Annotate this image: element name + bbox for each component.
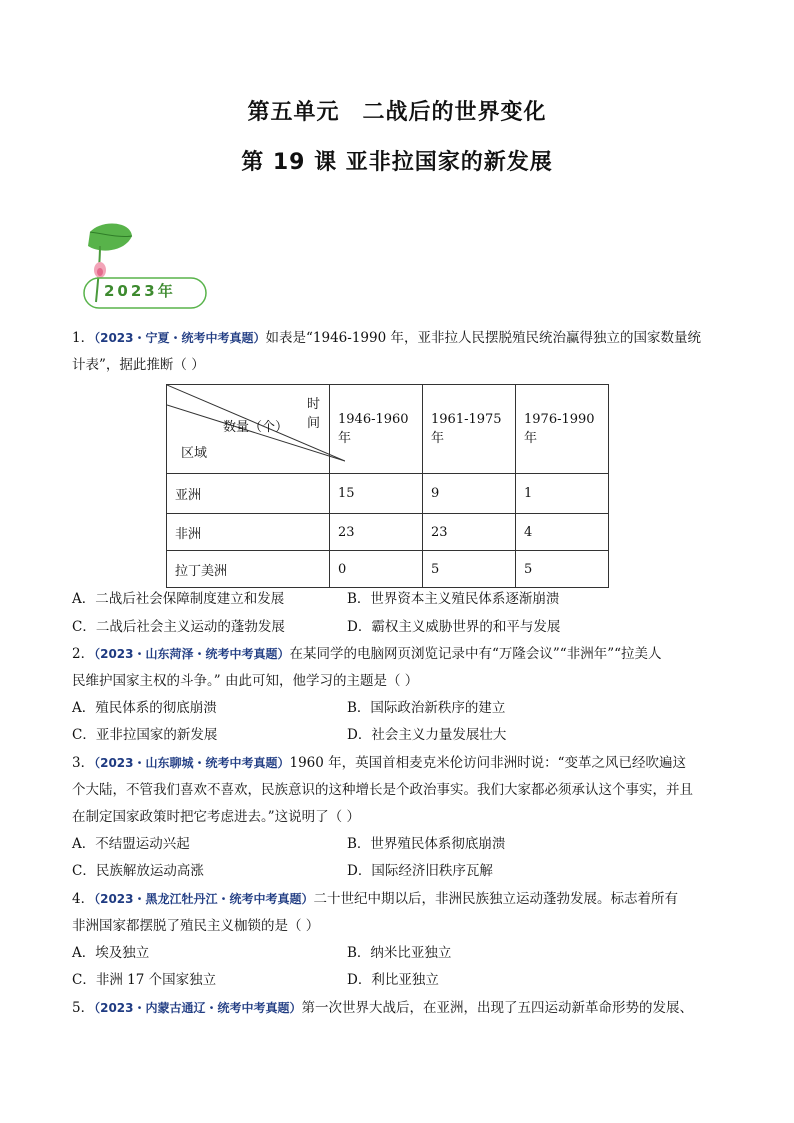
row-region: 非洲 [167, 514, 330, 551]
question-4-line-2: 非洲国家都摆脱了殖民主义枷锁的是（ ） [72, 918, 320, 934]
question-source: （2023・黑龙江牡丹江・统考中考真题） [94, 892, 314, 906]
question-1-line-1: 1．（2023・宁夏・统考中考真题）如表是“1946-1990 年，亚非拉人民摆脱殖民统治赢得独立的国家数量统 [72, 330, 701, 346]
table-cell: 0 [330, 551, 423, 588]
corner-count: 数量（个） [223, 420, 289, 435]
table-row [167, 514, 609, 551]
option-b: B．世界殖民体系彻底崩溃 [347, 836, 506, 852]
option-c: C．民族解放运动高涨 [72, 863, 204, 879]
question-1-line-2: 计表”，据此推断（ ） [72, 357, 205, 373]
option-a: A．不结盟运动兴起 [72, 836, 190, 852]
option-a: A．埃及独立 [72, 945, 150, 961]
question-3-line-2: 个大陆，不管我们喜欢不喜欢，民族意识的这种增长是个政治事实。我们大家都必须承认这个事实，并且 [72, 782, 693, 798]
row-region: 亚洲 [167, 474, 330, 514]
option-c: C．非洲 17 个国家独立 [72, 972, 217, 988]
table-cell: 9 [423, 474, 516, 514]
data-table [166, 384, 609, 588]
table-cell: 5 [423, 551, 516, 588]
question-4-line-1: 4．（2023・黑龙江牡丹江・统考中考真题）二十世纪中期以后，非洲民族独立运动蓬勃发展。标志着所有 [72, 891, 678, 907]
question-3-line-3: 在制定国家政策时把它考虑进去。”这说明了（ ） [72, 809, 360, 825]
question-source: （2023・内蒙古通辽・统考中考真题） [94, 1001, 302, 1015]
option-b: B．世界资本主义殖民体系逐渐崩溃 [347, 591, 560, 607]
table-cell: 4 [516, 514, 609, 551]
option-b: B．纳米比亚独立 [347, 945, 452, 961]
lesson-title: 第 19 课 亚非拉国家的新发展 [241, 150, 553, 175]
option-b: B．国际政治新秩序的建立 [347, 700, 506, 716]
table-row [167, 474, 609, 514]
question-3-line-1: 3．（2023・山东聊城・统考中考真题）1960 年，英国首相麦克米伦访问非洲时说：“变革之风已经吹遍这 [72, 755, 687, 771]
table-cell: 1 [516, 474, 609, 514]
question-source: （2023・山东聊城・统考中考真题） [94, 756, 290, 770]
column-header: 1961-1975 年 [423, 385, 516, 474]
table-cell: 5 [516, 551, 609, 588]
question-source: （2023・宁夏・统考中考真题） [94, 331, 266, 345]
table-corner-cell [167, 385, 330, 474]
option-d: D．国际经济旧秩序瓦解 [347, 863, 493, 879]
table-cell: 15 [330, 474, 423, 514]
question-2-line-1: 2．（2023・山东菏泽・统考中考真题）在某同学的电脑网页浏览记录中有“万隆会议”“非洲年”“拉美人 [72, 646, 662, 662]
option-a: A．二战后社会保障制度建立和发展 [72, 591, 285, 607]
option-d: D．霸权主义威胁世界的和平与发展 [347, 619, 561, 635]
table-cell: 23 [330, 514, 423, 551]
column-header: 1976-1990 年 [516, 385, 609, 474]
question-5-line-1: 5．（2023・内蒙古通辽・统考中考真题）第一次世界大战后，在亚洲，出现了五四运动新革命形势的发展、 [72, 1000, 693, 1016]
option-a: A．殖民体系的彻底崩溃 [72, 700, 217, 716]
question-2-line-2: 民维护国家主权的斗争。” 由此可知，他学习的主题是（ ） [72, 673, 419, 689]
corner-time: 时间 [307, 397, 321, 431]
year-badge-label: 2023年 [104, 282, 176, 300]
question-source: （2023・山东菏泽・统考中考真题） [94, 647, 290, 661]
option-d: D．利比亚独立 [347, 972, 439, 988]
column-header: 1946-1960 年 [330, 385, 423, 474]
table-row [167, 551, 609, 588]
option-d: D．社会主义力量发展壮大 [347, 727, 507, 743]
table-cell: 23 [423, 514, 516, 551]
row-region: 拉丁美洲 [167, 551, 330, 588]
corner-region: 区域 [181, 446, 208, 461]
unit-title: 第五单元 二战后的世界变化 [247, 100, 547, 125]
option-c: C．二战后社会主义运动的蓬勃发展 [72, 619, 285, 635]
option-c: C．亚非拉国家的新发展 [72, 727, 218, 743]
